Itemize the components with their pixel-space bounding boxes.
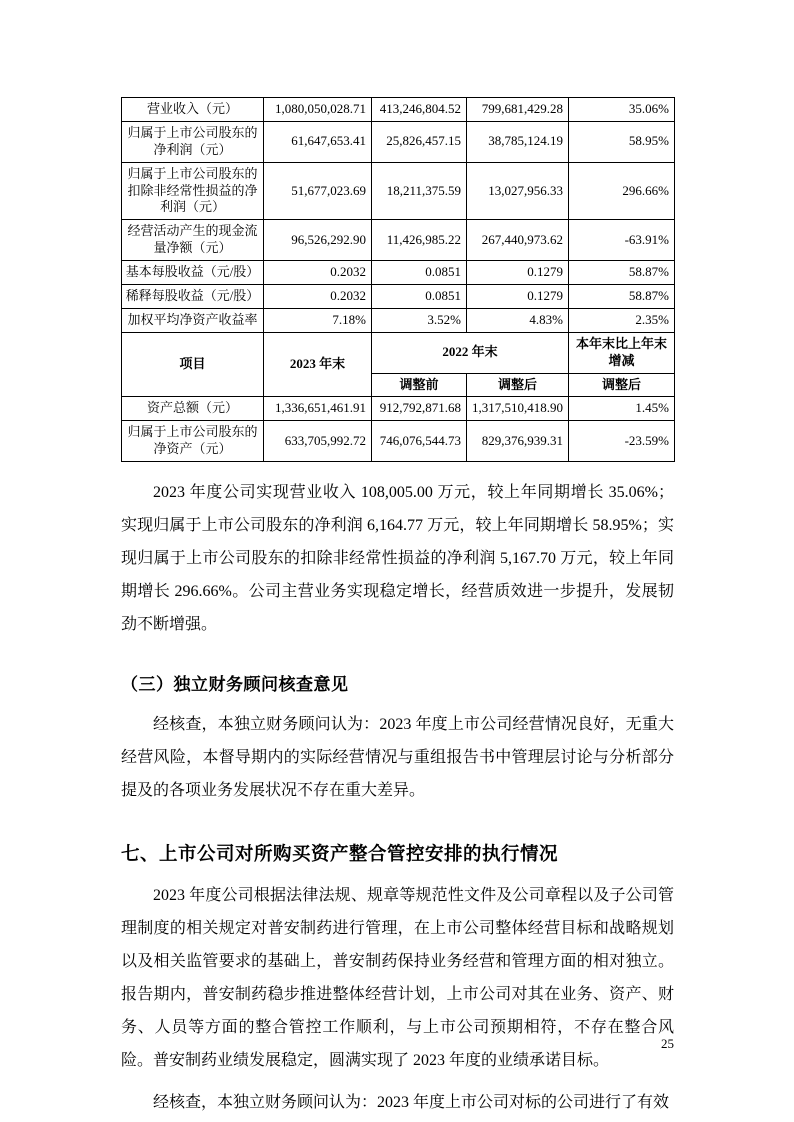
row-label: 营业收入（元） [122, 98, 264, 122]
header-item: 项目 [122, 332, 264, 397]
value-2022-before: 25,826,457.15 [372, 121, 467, 162]
value-2022-after: 799,681,429.28 [467, 98, 569, 122]
value-2023: 1,080,050,028.71 [264, 98, 372, 122]
value-2022-after: 13,027,956.33 [467, 162, 569, 220]
heading-section-7: 七、上市公司对所购买资产整合管控安排的执行情况 [121, 843, 559, 865]
financial-summary-table [121, 97, 675, 462]
value-2023: 0.2032 [264, 261, 372, 285]
value-2023: 7.18% [264, 308, 372, 332]
paragraph-advisor-opinion-2: 经核查，本独立财务顾问认为：2023 年度上市公司对标的公司进行了有效 [153, 1094, 670, 1112]
header-change-after-adjust: 调整后 [569, 373, 675, 397]
row-label: 基本每股收益（元/股） [122, 261, 264, 285]
value-2022-before: 912,792,871.68 [372, 397, 467, 421]
value-2023: 633,705,992.72 [264, 421, 372, 462]
value-2023: 0.2032 [264, 285, 372, 309]
paragraph-integration-control: 2023 年度公司根据法律法规、规章等规范性文件及公司章程以及子公司管理制度的相关规定对普安制药进行管理，在上市公司整体经营目标和战略规划以及相关监管要求的基础上，普安制药保持业务经营和管理方面的相对独立。报告期内，普安制药稳步推进整体经营计划，上市公司对其在业务、资产、财务、人员等方面的整合管控工作顺利，与上市公司预期相符，不存在整合风险。普安制药业绩发展稳定，圆满实现了 2023 年度的业绩承诺目标。 [121, 887, 674, 1070]
value-change: 1.45% [569, 397, 675, 421]
value-2022-after: 1,317,510,418.90 [467, 397, 569, 421]
value-2022-before: 11,426,985.22 [372, 220, 467, 261]
table-row-deducted-profit [122, 162, 675, 220]
value-2022-before: 746,076,544.73 [372, 421, 467, 462]
value-2022-before: 18,211,375.59 [372, 162, 467, 220]
value-2022-after: 4.83% [467, 308, 569, 332]
table-row-diluted-eps [122, 285, 675, 309]
heading-section-3: （三）独立财务顾问核查意见 [121, 675, 349, 695]
table-row-basic-eps [122, 261, 675, 285]
value-2022-after: 267,440,973.62 [467, 220, 569, 261]
value-change: 296.66% [569, 162, 675, 220]
value-change: 35.06% [569, 98, 675, 122]
table-row-net-profit [122, 121, 675, 162]
header-before-adjust: 调整前 [372, 373, 467, 397]
header-after-adjust: 调整后 [467, 373, 569, 397]
value-2022-after: 829,376,939.31 [467, 421, 569, 462]
row-label: 归属于上市公司股东的净资产（元） [122, 421, 264, 462]
value-2023: 61,647,653.41 [264, 121, 372, 162]
table-row-cash-flow [122, 220, 675, 261]
value-change: 58.95% [569, 121, 675, 162]
row-label: 归属于上市公司股东的净利润（元） [122, 121, 264, 162]
row-label: 经营活动产生的现金流量净额（元） [122, 220, 264, 261]
header-change: 本年末比上年末增减 [569, 332, 675, 373]
value-2023: 1,336,651,461.91 [264, 397, 372, 421]
value-2022-before: 0.0851 [372, 261, 467, 285]
row-label: 归属于上市公司股东的扣除非经常性损益的净利润（元） [122, 162, 264, 220]
value-2022-after: 38,785,124.19 [467, 121, 569, 162]
table-row-net-assets [122, 421, 675, 462]
header-2022: 2022 年末 [372, 332, 569, 373]
table-row-roe [122, 308, 675, 332]
table-header-row [122, 332, 675, 373]
row-label: 稀释每股收益（元/股） [122, 285, 264, 309]
table-row-total-assets [122, 397, 675, 421]
value-2023: 96,526,292.90 [264, 220, 372, 261]
value-change: 58.87% [569, 285, 675, 309]
row-label: 加权平均净资产收益率 [122, 308, 264, 332]
page-number: 25 [661, 1036, 674, 1051]
header-2023: 2023 年末 [264, 332, 372, 397]
value-2022-before: 3.52% [372, 308, 467, 332]
paragraph-advisor-opinion: 经核查，本独立财务顾问认为：2023 年度上市公司经营情况良好，无重大经营风险，本督导期内的实际经营情况与重组报告书中管理层讨论与分析部分提及的各项业务发展状况不存在重大差异。 [121, 716, 674, 800]
value-change: -23.59% [569, 421, 675, 462]
value-change: 58.87% [569, 261, 675, 285]
table-row-revenue [122, 98, 675, 122]
value-change: 2.35% [569, 308, 675, 332]
paragraph-operating-results: 2023 年度公司实现营业收入 108,005.00 万元，较上年同期增长 35.06%；实现归属于上市公司股东的净利润 6,164.77 万元，较上年同期增长 58.95%；实现归属于上市公司股东的扣除非经常性损益的净利润 5,167.70 万元，较上年同期增长 296.66%。公司主营业务实现稳定增长，经营质效进一步提升，发展韧劲不断增强。 [121, 484, 674, 634]
value-2022-after: 0.1279 [467, 285, 569, 309]
value-2022-before: 413,246,804.52 [372, 98, 467, 122]
value-2022-before: 0.0851 [372, 285, 467, 309]
value-2023: 51,677,023.69 [264, 162, 372, 220]
value-2022-after: 0.1279 [467, 261, 569, 285]
row-label: 资产总额（元） [122, 397, 264, 421]
page-content [121, 97, 674, 1119]
value-change: -63.91% [569, 220, 675, 261]
